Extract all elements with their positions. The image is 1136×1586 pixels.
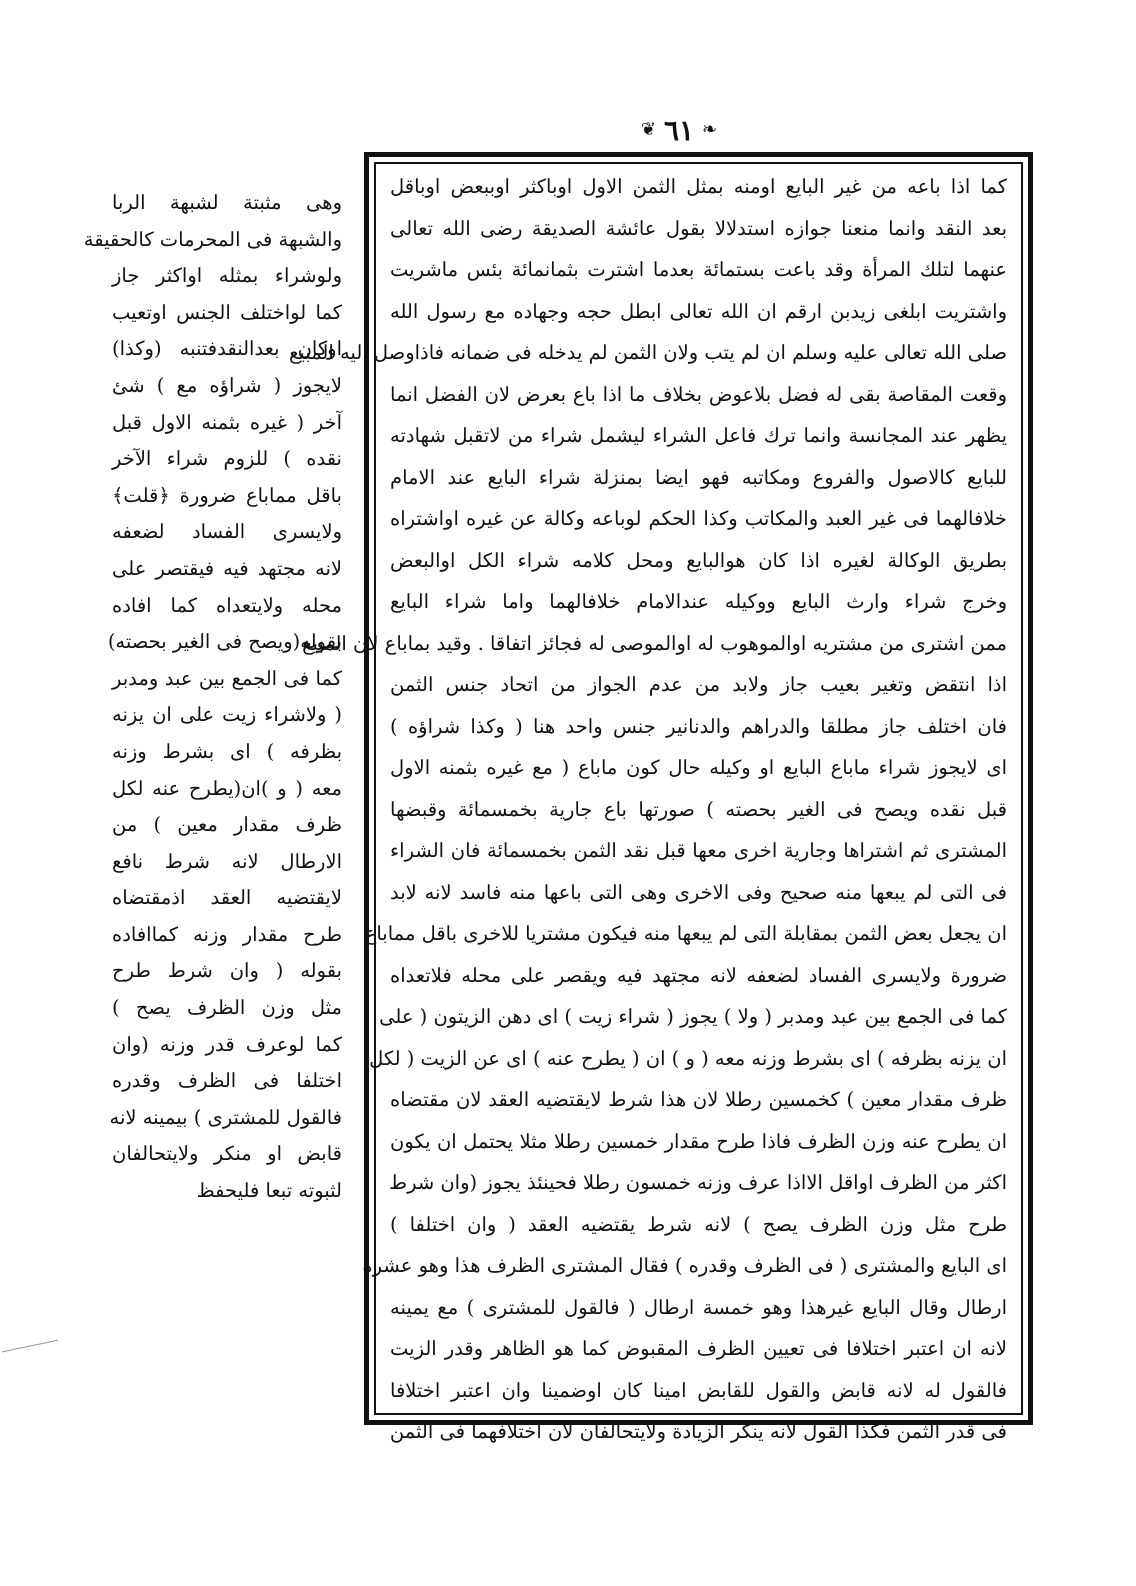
ornament-left-icon: ❧ xyxy=(702,119,718,140)
main-text-line: قبل نقده ويصح فى الغير بحصته ) صورتها باع جارية بخمسمائة وقبضها xyxy=(390,797,1007,821)
main-text-line: يظهر عند المجانسة وانما ترك فاعل الشراء ليشمل شراء من لاتقبل شهادته xyxy=(390,424,1007,447)
main-text-line: ارطال وقال البايع غيرهذا وهو خمسة ارطال ( فالقول للمشترى ) مع يمينه xyxy=(390,1295,1007,1319)
margin-text-line: نقده ) للزوم شراء الآخر xyxy=(112,447,342,471)
main-text-line: اكثر من الظرف اواقل الااذا عرف وزنه خمسون رطلا فحينئذ يجوز (وان شرط xyxy=(389,1171,1007,1194)
margin-text-line: كما لوعرف قدر وزنه (وان xyxy=(112,1032,342,1056)
main-text-line: واشتريت ابلغى زيدبن ارقم ان الله تعالى ابطل حجه وجهاده مع رسول الله xyxy=(390,299,1007,323)
main-text-body xyxy=(289,166,1007,1453)
margin-text-line: معه ( و )ان(يطرح عنه لكل xyxy=(112,776,342,800)
main-text-line: بعد النقد وانما منعنا جوازه استدلالا بقول عائشة الصديقة رضى الله تعالى xyxy=(390,216,1007,240)
margin-text-line: لايقتضيه العقد اذمقتضاه xyxy=(112,886,342,910)
main-text-line: ضرورة ولايسرى الفساد لضعفه لانه مجتهد فيه ويقصر على محله فلاتعداه xyxy=(390,963,1007,987)
main-text-line: ان يزنه بظرفه ) اى بشرط وزنه معه ( و ) ان ( يطرح عنه ) اى عن الزيت ( لكل xyxy=(369,1046,1007,1070)
main-text-line: فى قدر الثمن فكذا القول لانه ينكر الزيادة ولايتحالفان لان اختلافهما فى الثمن xyxy=(389,1420,1007,1443)
margin-text-line: وهى مثبتة لشبهة الربا xyxy=(112,191,342,214)
main-text-line: وخرج شراء وارث البايع ووكيله عندالامام خلافالهما واما شراء البايع xyxy=(390,590,1007,613)
margin-text-line: بظرفه ) اى بشرط وزنه xyxy=(112,739,342,763)
margin-text-line: والشبهة فى المحرمات كالحقيقة xyxy=(83,227,342,251)
main-text-line: وقعت المقاصة بقى له فضل بلاعوض بخلاف ما اذا باع بعرض لان الفضل انما xyxy=(390,382,1007,406)
margin-text-line: اوكان بعدالنقدفتنبه (وكذا) xyxy=(112,337,342,361)
main-text-line: كما اذا باعه من غير البايع اومنه بمثل الثمن الاول اوباكثر اوببعض اوباقل xyxy=(390,175,1007,198)
main-text-line: فان اختلف جاز مطلقا والدراهم والدنانير جنس واحد هنا ( وكذا شراؤه ) xyxy=(390,714,1007,738)
ornament-right-icon: ❦ xyxy=(640,119,656,140)
main-text-line: فالقول له لانه قابض والقول للقابض امينا كان اوضمينا وان اعتبر اختلافا xyxy=(390,1378,1007,1402)
margin-text-line: ظرف مقدار معين ) من xyxy=(112,813,342,837)
main-text-line: لانه ان اعتبر اختلافا فى تعيين الظرف المقبوض كما هو الظاهر وقدر الزيت xyxy=(390,1337,1007,1360)
main-text-line: للبايع كالاصول والفروع ومكاتبه فهو ايضا بمنزلة شراء البايع عند الامام xyxy=(390,465,1007,489)
margin-text-line: كما لواختلف الجنس اوتعيب xyxy=(112,300,342,324)
main-text-line: كما فى الجمع بين عبد ومدبر ( ولا ) يجوز ( شراء زيت ) اى دهن الزيتون ( على xyxy=(379,1005,1007,1028)
margin-text-line: فالقول للمشترى ) بيمينه لانه xyxy=(109,1105,342,1129)
main-text-line: ان يجعل بعض الثمن بمقابلة التى لم يبعها منه فيكون مشتريا للاخرى باقل مماباع xyxy=(364,922,1007,945)
margin-text-line: بقوله(ويصح فى الغير بحصته) xyxy=(107,630,342,654)
margin-text-line: ولوشراء بمثله اواكثر جاز xyxy=(112,264,342,288)
main-text-line: المشترى ثم اشتراها وجارية اخرى معها قبل نقد الثمن بخمسمائة فان الشراء xyxy=(390,839,1007,862)
main-text-line: اى لايجوز شراء ماباع البايع او وكيله حال كون ماباع ( مع غيره بثمنه الاول xyxy=(390,756,1007,779)
main-text-frame xyxy=(289,152,1033,1443)
margin-text-line: آخر ( غيره بثمنه الاول قبل xyxy=(112,410,342,434)
margin-text-line: مثل وزن الظرف يصح ) xyxy=(112,996,342,1020)
main-text-line: ممن اشترى من مشتريه اوالموهوب له اوالموصى له فجائز اتفاقا . وقيد بماباع لان المبيع xyxy=(302,631,1007,655)
margin-text-line: لانه مجتهد فيه فيقتصر على xyxy=(112,556,342,580)
margin-text-line: لثبوته تبعا فليحفظ xyxy=(196,1179,342,1203)
margin-text-line: قابض او منكر ولايتحالفان xyxy=(112,1142,342,1166)
margin-text-line: لايجوز ( شراؤه مع ) شئ xyxy=(112,373,342,397)
page-number: ٦١ xyxy=(663,113,695,147)
margin-scratch-mark xyxy=(0,1330,60,1360)
margin-text-line: ( ولاشراء زيت على ان يزنه xyxy=(112,703,342,727)
main-text-line: طرح مثل وزن الظرف يصح ) لانه شرط يقتضيه العقد ( وان اختلفا ) xyxy=(390,1212,1007,1236)
main-text-line: اذا انتقض وتغير بعيب جاز ولابد من عدم الجواز من اتحاد جنس الثمن xyxy=(390,673,1007,696)
main-text-line: ظرف مقدار معين ) كخمسين رطلا لان هذا شرط لايقتضيه العقد لان مقتضاه xyxy=(390,1088,1007,1111)
margin-text-line: بقوله ( وان شرط طرح xyxy=(112,959,342,983)
margin-text-line: ولايسرى الفساد لضعفه xyxy=(112,520,342,544)
margin-text-line: اختلفا فى الظرف وقدره xyxy=(112,1069,342,1093)
main-text-line: اى البايع والمشترى ( فى الظرف وقدره ) فقال المشترى الظرف هذا وهو عشرة xyxy=(362,1254,1007,1277)
page-number-header xyxy=(620,112,738,148)
margin-commentary xyxy=(83,185,342,1210)
main-text-line: خلافالهما فى غير العبد والمكاتب وكذا الحكم لوباعه وكالة عن غيره اواشتراه xyxy=(390,507,1007,530)
main-text-line: فى التى لم يبعها منه صحيح وفى الاخرى وهى التى باعها منه فاسد لانه لابد xyxy=(390,880,1007,904)
margin-text-line: كما فى الجمع بين عبد ومدبر xyxy=(112,666,342,690)
main-text-inner-border xyxy=(289,162,1023,1443)
margin-text-line: باقل مماباع ضرورة ﴿قلت﴾ xyxy=(112,483,342,507)
margin-text-line: محله ولايتعداه كما افاده xyxy=(112,593,342,617)
main-text-line: عنهما لتلك المرأة وقد باعت بستمائة بعدما اشترت بثمانمائة بئس ماشريت xyxy=(390,258,1007,281)
margin-text-line: الارطال لانه شرط نافع xyxy=(112,849,342,873)
main-text-line: صلى الله تعالى عليه وسلم ان لم يتب ولان الثمن لم يدخله فى ضمانه فاذاوصل اليه المبيع xyxy=(289,341,1007,364)
main-text-line: بطريق الوكالة لغيره اذا كان هوالبايع ومحل كلامه شراء الكل اوالبعض xyxy=(390,548,1007,572)
margin-text-line: طرح مقدار وزنه كماافاده xyxy=(112,922,342,946)
main-text-line: ان يطرح عنه وزن الظرف فاذا طرح مقدار خمسين رطلا مثلا يحتمل ان يكون xyxy=(390,1129,1007,1153)
